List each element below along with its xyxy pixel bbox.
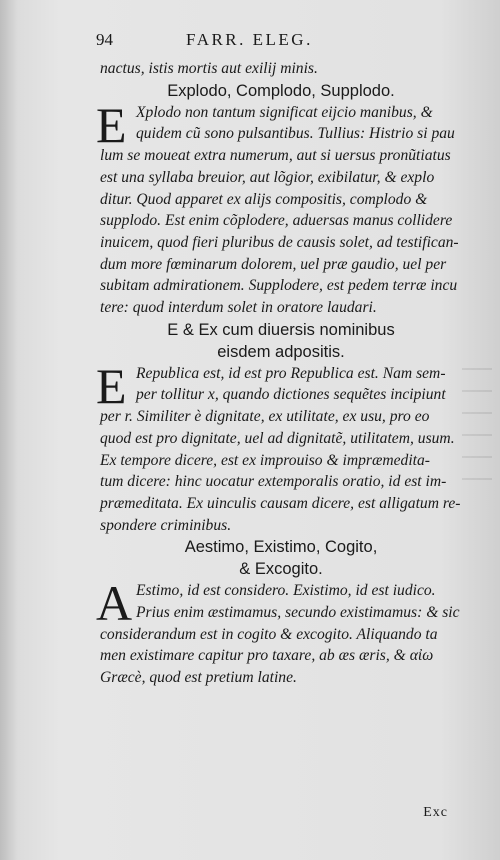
text-line: lum se moueat extra numerum, aut si uersus pronũtiatus	[100, 147, 451, 165]
show-through-shadow	[462, 360, 492, 480]
section-heading: Aestimo, Existimo, Cogito,	[184, 538, 378, 557]
page-header	[96, 30, 430, 54]
text-line: subitam admirationem. Supplodere, est pedem terræ incu	[100, 277, 458, 295]
text-line: Ex tempore dicere, est ex improuiso & impræmedita-	[100, 451, 430, 469]
text-line: per r. Similiter è dignitate, ex utilitate, ex usu, pro eo	[100, 408, 430, 426]
text-line: præmeditata. Ex uinculis causam dicere, est alligatum re-	[100, 494, 461, 512]
text-line: supplodo. Est enim cõplodere, aduersas manus collidere	[100, 212, 453, 230]
text-line: per tollitur x, quando dictiones sequẽtes incipiunt	[136, 386, 446, 404]
text-line: quod est pro dignitate, uel ad dignitatẽ, utilitatem, usum.	[100, 429, 455, 447]
text-line: nactus, istis mortis aut exilij minis.	[100, 60, 318, 77]
catchword: Exc	[423, 805, 448, 820]
text-line: tum dicere: hinc uocatur extemporalis oratio, id est im-	[100, 473, 447, 491]
section-heading-cont: & Excogito.	[239, 560, 323, 579]
running-title: FARR. ELEG.	[186, 30, 313, 49]
text-block	[96, 58, 462, 689]
text-line: inuicem, quod fieri pluribus de causis solet, ad testifican-	[100, 233, 459, 251]
drop-cap: A	[96, 575, 133, 632]
paragraph	[96, 357, 462, 537]
text-line: tere: quod interdum solet in oratore laudari.	[100, 299, 377, 317]
text-line: est una syllaba breuior, aut lõgior, exibilatur, & explo	[100, 168, 435, 186]
text-line: men existimare capitur pro taxare, ab æs æris, & αἰω	[100, 647, 434, 665]
paragraph	[96, 575, 462, 689]
text-line: Prius enim æstimamus, secundo existimamus: & sic	[136, 604, 460, 622]
text-line: dum more fœminarum dolorem, uel præ gaudio, uel per	[100, 255, 447, 273]
text-line: spondere criminibus.	[100, 516, 232, 534]
paragraph	[96, 96, 462, 319]
drop-cap: E	[96, 96, 127, 153]
section-heading: E & Ex cum diuersis nominibus	[167, 320, 395, 339]
text-line: Estimo, id est considero. Existimo, id est iudico.	[136, 582, 436, 600]
section-heading: Explodo, Complodo, Supplodo.	[167, 81, 395, 100]
text-line: Republica est, id est pro Republica est. Nam sem-	[136, 364, 446, 382]
text-line: ditur. Quod apparet ex alijs compositis, complodo &	[100, 190, 428, 208]
text-line: Xplodo non tantum significat eijcio manibus, &	[136, 103, 433, 121]
text-line: considerandum est in cogito & excogito. Aliquando ta	[100, 625, 438, 643]
text-line: quidem cũ sono pulsantibus. Tullius: Histrio si pau	[136, 125, 455, 143]
page-number: 94	[96, 30, 113, 49]
drop-cap: E	[96, 357, 127, 414]
section-heading-cont: eisdem adpositis.	[217, 342, 345, 361]
text-line: Græcè, quod est pretium latine.	[100, 669, 297, 687]
